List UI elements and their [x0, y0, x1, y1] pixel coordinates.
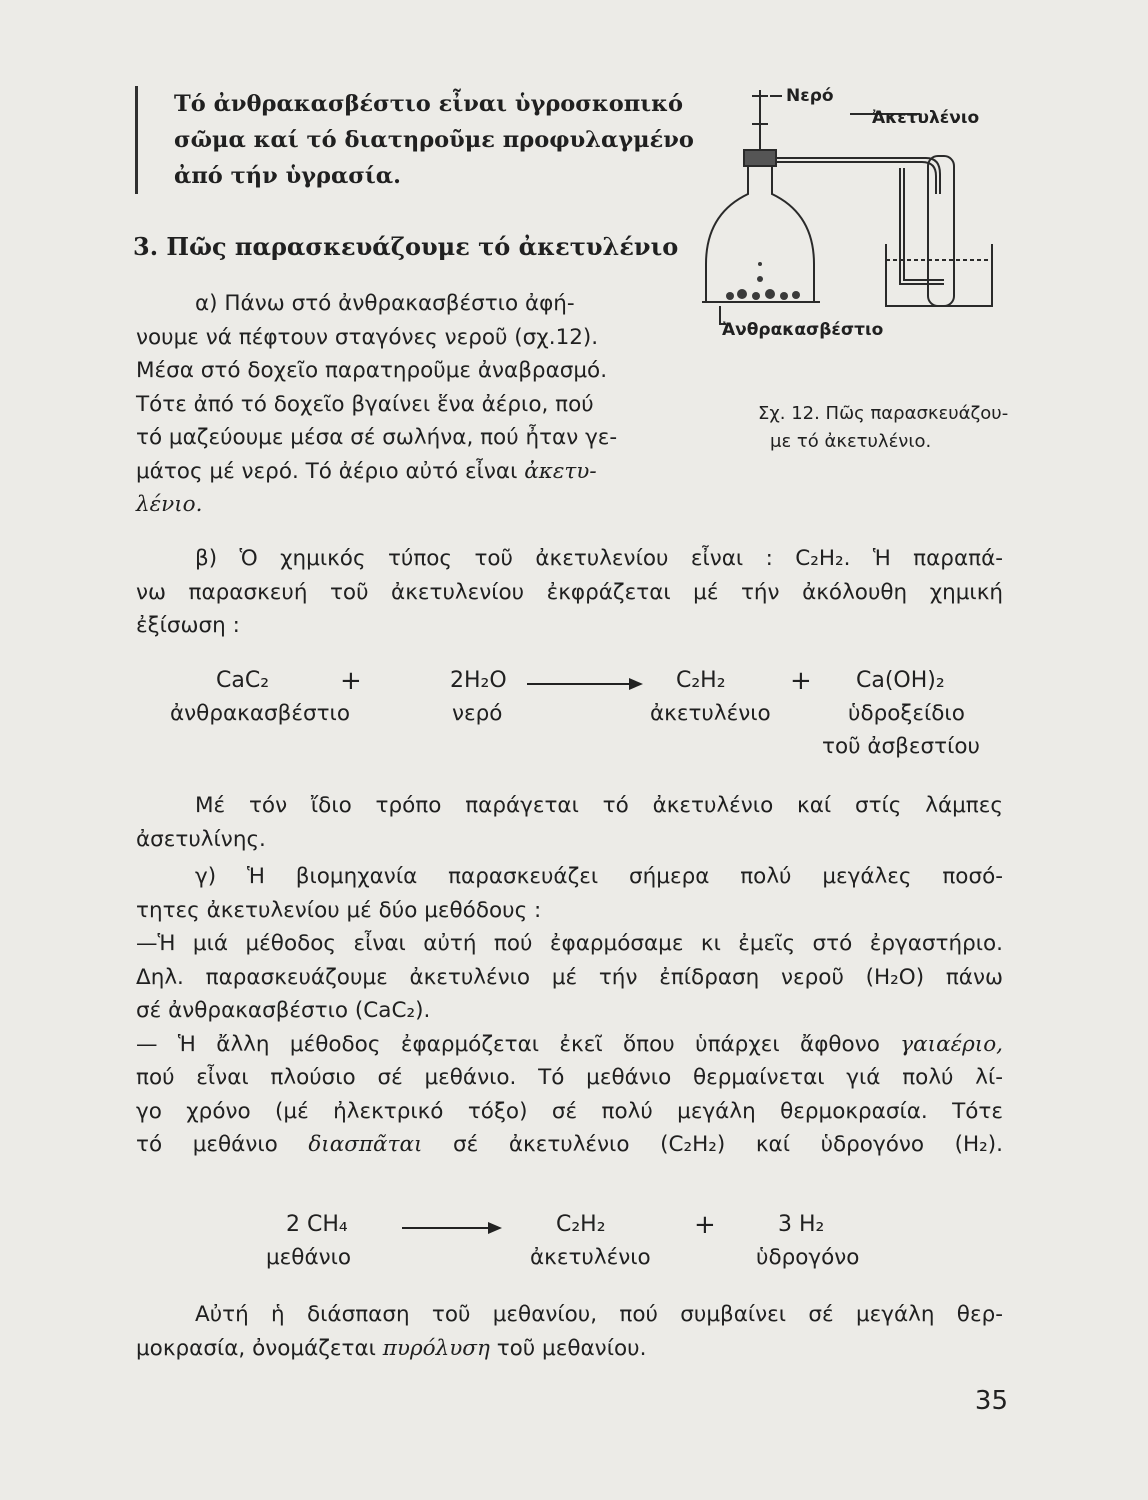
- para-a-line-4: Τότε ἀπό τό δοχεῖο βγαίνει ἕνα ἀέριο, πού: [136, 391, 594, 417]
- paragraph-a: [136, 287, 706, 522]
- para-last-line-1: Αὐτή ἡ διάσπαση τοῦ μεθανίου, πού συμβαίνει σέ μεγάλη θερ-: [195, 1302, 1003, 1327]
- para-a-line-5: τό μαζεύουμε μέσα σέ σωλήνα, πού ἦταν γε-: [136, 425, 618, 450]
- figure-label-acetylene: Ἀκετυλένιο: [872, 108, 980, 128]
- section-title: Πῶς παρασκευάζουμε τό ἀκετυλένιο: [166, 232, 679, 261]
- figure-label-carbide: Ἀνθρακασβέστιο: [722, 320, 884, 340]
- para-c-line-9-text-a: τό μεθάνιο: [136, 1132, 278, 1157]
- figure-caption: [758, 400, 1008, 456]
- para-a-line-3: Μέσα στό δοχεῖο παρατηροῦμε ἀναβρασμό.: [136, 358, 608, 383]
- para-c-line-7: πού εἶναι πλούσιο σέ μεθάνιο. Τό μεθάνιο θερμαίνεται γιά πολύ λί-: [136, 1065, 1003, 1090]
- paragraph-pyrolysis: [136, 1298, 1003, 1365]
- note-line-3: ἀπό τήν ὑγρασία.: [174, 163, 401, 189]
- eq1-plus-2: +: [790, 666, 812, 696]
- para-lamp-line-2: ἀσετυλίνης.: [136, 826, 266, 852]
- highlight-note: [135, 86, 734, 194]
- eq1-label-acetylene: ἀκετυλένιο: [650, 701, 771, 726]
- para-c-line-2: τητες ἀκετυλενίου μέ δύο μεθόδους :: [136, 897, 542, 923]
- section-heading: [133, 232, 678, 261]
- eq1-label-carbide: ἀνθρακασβέστιο: [170, 701, 350, 726]
- para-c-line-9-text-b: σέ ἀκετυλένιο (C₂H₂) καί ὑδρογόνο (H₂).: [453, 1132, 1003, 1157]
- para-a-line-7: [136, 488, 706, 522]
- eq2-label-acetylene: ἀκετυλένιο: [530, 1245, 651, 1270]
- paragraph-c: [136, 860, 1003, 1162]
- eq2-label-methane: μεθάνιο: [266, 1245, 352, 1270]
- para-a-line-1: α) Πάνω στό ἀνθρακασβέστιο ἀφή-: [195, 291, 575, 316]
- para-a-italic-term-2: λένιο.: [136, 492, 203, 517]
- eq1-term-hydroxide: Ca(OH)₂: [856, 668, 945, 693]
- para-b-line-3: ἐξίσωση :: [136, 613, 240, 638]
- figure-label-water: Νερό: [786, 86, 834, 106]
- eq2-arrow: [400, 1217, 504, 1239]
- section-number: 3.: [133, 232, 159, 261]
- para-last-line-2-text-b: τοῦ μεθανίου.: [496, 1335, 647, 1361]
- eq1-label-hydroxide-2: τοῦ ἀσβεστίου: [822, 734, 980, 759]
- para-c-line-3: —Ἡ μιά μέθοδος εἶναι αὐτή πού ἐφαρμόσαμε κι ἐμεῖς στό ἐργαστήριο.: [136, 931, 1003, 956]
- para-a-italic-term-1: ἀκετυ-: [524, 458, 597, 484]
- eq2-label-hydrogen: ὑδρογόνο: [756, 1245, 860, 1270]
- eq1-arrow: [525, 673, 645, 695]
- para-last-italic-pyrolysis: πυρόλυση: [382, 1335, 490, 1361]
- para-b-line-1: β) Ὁ χημικός τύπος τοῦ ἀκετυλενίου εἶναι : C₂H₂. Ἡ παραπά-: [195, 546, 1003, 571]
- eq1-term-carbide: CaC₂: [216, 668, 270, 693]
- paragraph-b: [136, 542, 1003, 643]
- para-c-line-4: Δηλ. παρασκευάζουμε ἀκετυλένιο μέ τήν ἐπίδραση νεροῦ (H₂O) πάνω: [136, 964, 1003, 990]
- para-a-line-2: νουμε νά πέφτουν σταγόνες νεροῦ (σχ.12).: [136, 324, 599, 350]
- para-b-line-2: νω παρασκευή τοῦ ἀκετυλενίου ἐκφράζεται μέ τήν ἀκόλουθη χημική: [136, 579, 1003, 605]
- caption-line-2: με τό ἀκετυλένιο.: [770, 431, 932, 452]
- eq2-term-methane: 2 CH₄: [286, 1212, 348, 1237]
- para-last-line-2-text-a: μοκρασία, ὀνομάζεται: [136, 1335, 376, 1361]
- eq1-term-water: 2H₂O: [450, 668, 507, 693]
- para-lamp-line-1: Μέ τόν ἴδιο τρόπο παράγεται τό ἀκετυλένιο καί στίς λάμπες: [195, 793, 1003, 818]
- para-c-line-6: [136, 1028, 1003, 1062]
- note-line-1: Τό ἀνθρακασβέστιο εἶναι ὑγροσκοπικό: [174, 91, 683, 117]
- note-line-2: σῶμα καί τό διατηροῦμε προφυλαγμένο: [174, 127, 694, 153]
- eq1-plus-1: +: [340, 666, 362, 696]
- para-c-line-9: [136, 1128, 1003, 1162]
- eq2-term-hydrogen: 3 H₂: [778, 1212, 825, 1237]
- eq2-term-acetylene: C₂H₂: [556, 1212, 606, 1237]
- para-a-line-6-text: μάτος μέ νερό. Τό ἀέριο αὐτό εἶναι: [136, 458, 518, 484]
- paragraph-lamps: [136, 789, 1003, 856]
- para-c-line-5: σέ ἀνθρακασβέστιο (CaC₂).: [136, 998, 431, 1023]
- eq1-term-acetylene: C₂H₂: [676, 668, 726, 693]
- caption-line-1: Σχ. 12. Πῶς παρασκευάζου-: [758, 403, 1009, 424]
- eq1-label-hydroxide-1: ὑδροξείδιο: [848, 701, 965, 726]
- para-c-line-6-text: — Ἡ ἄλλη μέθοδος ἐφαρμόζεται ἐκεῖ ὅπου ὑπάρχει ἄφθονο: [136, 1031, 880, 1057]
- para-a-line-6: [136, 455, 706, 489]
- para-c-line-1: γ) Ἡ βιομηχανία παρασκευάζει σήμερα πολύ μεγάλες ποσό-: [195, 864, 1003, 889]
- para-c-italic-natural-gas: γαιαέριο,: [900, 1031, 1003, 1057]
- eq2-plus: +: [694, 1210, 716, 1240]
- para-last-line-2: [136, 1332, 1003, 1366]
- para-c-line-8: γο χρόνο (μέ ἠλεκτρικό τόξο) σέ πολύ μεγάλη θερμοκρασία. Τότε: [136, 1098, 1003, 1124]
- page-number: 35: [974, 1386, 1008, 1416]
- para-c-italic-decompose: διασπᾶται: [308, 1132, 423, 1157]
- eq1-label-water: νερό: [452, 701, 503, 726]
